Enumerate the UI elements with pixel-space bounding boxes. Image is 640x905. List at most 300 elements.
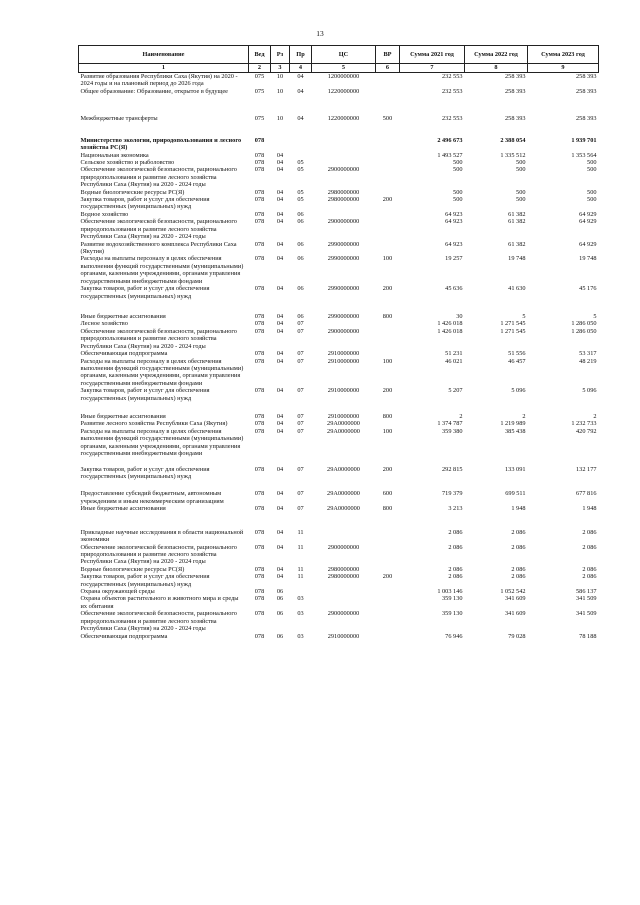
row-sum-2023: 2 086 [582, 528, 597, 536]
row-sum-2021: 46 021 [445, 357, 463, 365]
row-rz [271, 137, 290, 152]
row-cs: 2980000000 [327, 188, 360, 196]
row-rz: 04 [276, 465, 284, 473]
row-name: Закупка товаров, работ и услуг для обеспечения государственных (муниципальных) нужд [80, 465, 210, 480]
row-pr [290, 588, 312, 595]
table-row [79, 159, 599, 166]
column-number: 6 [376, 64, 400, 73]
row-sum-2021: 2 086 [448, 528, 463, 536]
table-row [79, 610, 599, 632]
row-name: Межбюджетные трансферты [80, 115, 158, 123]
page-number: 13 [316, 29, 324, 38]
row-rz: 06 [276, 632, 284, 640]
row-sum-2023: 258 393 [576, 115, 597, 123]
row-sum-2021: 232 553 [442, 87, 463, 95]
table-row [79, 529, 599, 544]
row-ved: 078 [254, 255, 265, 263]
row-sum-2023: 258 393 [528, 73, 599, 88]
row-sum-2021: 64 923 [445, 240, 463, 248]
row-ved: 078 [254, 465, 265, 473]
row-sum-2021: 1 426 018 [437, 320, 463, 328]
row-vr [376, 595, 400, 610]
row-ved: 078 [254, 312, 265, 320]
row-sum-2023: 500 [587, 196, 597, 204]
row-ved: 078 [254, 543, 265, 551]
row-sum-2023: 5 [593, 312, 597, 320]
row-vr: 800 [382, 505, 393, 513]
table-row [79, 218, 599, 240]
row-sum-2023: 500 [587, 188, 597, 196]
row-rz: 06 [276, 610, 284, 618]
row-rz: 04 [276, 166, 284, 174]
table-row [79, 633, 599, 640]
row-ved: 078 [254, 357, 265, 365]
row-name: Обеспечение экологической безопасности, рационального природопользования и развитие лесного хозяйства Республики Саха (Якутия) на 2020 - 2024 годы [80, 610, 237, 633]
row-sum-2021: 359 130 [442, 610, 463, 618]
table-row [79, 189, 599, 196]
row-pr: 05 [297, 166, 304, 174]
row-rz: 04 [276, 427, 284, 435]
row-sum-2022: 46 457 [508, 357, 526, 365]
row-ved: 078 [254, 588, 265, 596]
row-pr [290, 152, 312, 159]
row-ved: 078 [254, 188, 265, 196]
table-row [79, 413, 599, 420]
row-pr: 04 [297, 87, 304, 95]
table-row [79, 428, 599, 466]
row-rz: 04 [276, 188, 284, 196]
row-pr: 07 [297, 327, 304, 335]
row-name: Развитие образования Республики Саха (Якутия) на 2020 - 2024 годы и на плановый период до 2026 года [79, 73, 249, 88]
row-sum-2021: 359 130 [442, 595, 463, 603]
row-pr: 07 [297, 350, 304, 358]
row-cs: 2900000000 [327, 166, 360, 174]
row-sum-2022: 1 948 [511, 505, 526, 513]
row-sum-2021: 1 374 787 [437, 420, 463, 428]
row-vr: 100 [382, 357, 393, 365]
row-rz: 04 [276, 320, 284, 328]
table-row [79, 73, 599, 88]
row-sum-2021: 51 231 [445, 350, 463, 358]
row-vr: 600 [382, 490, 393, 498]
row-cs: 1220000000 [327, 115, 360, 123]
row-vr: 200 [382, 387, 393, 395]
row-name: Закупка товаров, работ и услуг для обеспечения государственных (муниципальных) нужд [80, 573, 210, 588]
row-pr [290, 137, 312, 152]
table-body [79, 73, 599, 641]
column-number: 1 [79, 64, 249, 73]
budget-table [78, 45, 599, 640]
row-pr: 07 [297, 387, 304, 395]
row-sum-2021: 45 636 [445, 285, 463, 293]
row-cs: 2910000000 [327, 350, 360, 358]
row-name: Расходы на выплаты персоналу в целях обеспечения выполнения функций государственными (муниципальными) органами, казенными учреждениями, органами управления государственными внебюджетными фондами [80, 427, 244, 458]
row-sum-2023: 48 219 [579, 357, 597, 365]
row-vr [376, 159, 400, 166]
row-cs: 2900000000 [327, 610, 360, 618]
row-sum-2022: 258 393 [465, 73, 528, 88]
row-vr [376, 633, 400, 640]
header-pr: Пр [290, 46, 312, 64]
row-vr: 800 [382, 312, 393, 320]
row-sum-2022: 61 382 [508, 218, 526, 226]
row-sum-2021: 500 [453, 166, 463, 174]
row-cs: 2900000000 [327, 543, 360, 551]
row-rz: 04 [276, 505, 284, 513]
row-sum-2023: 2 086 [582, 565, 597, 573]
row-ved: 078 [254, 136, 265, 144]
row-sum-2021: 1 426 018 [437, 327, 463, 335]
row-sum-2021: 64 923 [445, 210, 463, 218]
row-cs: 2910000000 [327, 357, 360, 365]
row-cs: 2910000000 [327, 632, 360, 640]
table-row [79, 166, 599, 188]
row-sum-2022: 341 609 [505, 610, 526, 618]
row-sum-2023: 64 929 [579, 210, 597, 218]
table-row [79, 387, 599, 413]
row-vr [376, 152, 400, 159]
row-sum-2021: 232 553 [442, 115, 463, 123]
row-sum-2022: 19 748 [508, 255, 526, 263]
row-pr: 05 [297, 196, 304, 204]
row-cs: 1220000000 [327, 87, 360, 95]
row-sum-2022: 2 086 [511, 543, 526, 551]
row-sum-2023: 5 096 [582, 387, 597, 395]
table-row [79, 420, 599, 427]
row-name: Обеспечивающая подпрограмма [80, 350, 168, 358]
row-sum-2023: 1 232 733 [571, 420, 597, 428]
row-vr [376, 241, 400, 256]
column-number: 4 [290, 64, 312, 73]
row-ved: 075 [249, 73, 271, 88]
row-cs [312, 595, 376, 610]
row-name: Сельское хозяйство и рыболовство [80, 158, 175, 166]
row-vr [376, 350, 400, 357]
table-row [79, 196, 599, 211]
row-ved: 078 [254, 151, 265, 159]
row-sum-2022: 500 [516, 196, 526, 204]
row-sum-2022: 500 [516, 158, 526, 166]
row-name: Иные бюджетные ассигнования [80, 505, 166, 513]
table-row [79, 573, 599, 588]
table-row [79, 152, 599, 159]
row-name: Охрана объектов растительного и животного мира и среды их обитания [80, 595, 239, 610]
row-vr [376, 320, 400, 327]
row-cs: 2990000000 [327, 312, 360, 320]
table-row [79, 88, 599, 115]
row-sum-2023: 677 816 [576, 490, 597, 498]
row-sum-2021: 292 815 [442, 465, 463, 473]
row-cs: 2990000000 [327, 240, 360, 248]
row-pr: 07 [297, 490, 304, 498]
header-row [79, 46, 599, 64]
row-sum-2023: 341 509 [576, 595, 597, 603]
row-sum-2023: 53 317 [579, 350, 597, 358]
row-pr: 07 [297, 465, 304, 473]
row-cs [312, 320, 376, 327]
row-ved: 078 [254, 240, 265, 248]
header-sum-2023: Сумма 2023 год [528, 46, 599, 64]
row-sum-2023: 2 086 [582, 573, 597, 581]
column-number: 2 [249, 64, 271, 73]
row-vr [376, 73, 400, 88]
row-pr: 07 [297, 427, 304, 435]
row-sum-2022: 51 556 [508, 350, 526, 358]
header-rz: Рз [271, 46, 290, 64]
row-cs: 29A0000000 [327, 490, 360, 498]
row-name: Лесное хозяйство [80, 320, 128, 328]
column-number: 9 [528, 64, 599, 73]
row-name: Охрана окружающей среды [80, 588, 155, 596]
row-vr [376, 529, 400, 544]
row-rz: 04 [276, 218, 284, 226]
row-rz: 10 [276, 115, 284, 123]
row-rz: 04 [276, 565, 284, 573]
table-row [79, 566, 599, 573]
row-pr: 11 [297, 573, 304, 581]
row-vr [376, 166, 400, 188]
row-cs: 29A0000000 [327, 427, 360, 435]
row-ved: 078 [254, 565, 265, 573]
row-name: Закупка товаров, работ и услуг для обеспечения государственных (муниципальных) нужд [80, 387, 210, 402]
row-sum-2023: 2 086 [582, 543, 597, 551]
row-sum-2023: 64 929 [579, 240, 597, 248]
row-vr: 200 [382, 465, 393, 473]
row-sum-2022: 500 [516, 166, 526, 174]
table-row [79, 358, 599, 388]
table-row [79, 466, 599, 491]
row-cs: 2910000000 [327, 413, 360, 421]
row-sum-2022: 1 219 989 [500, 420, 526, 428]
row-name: Общее образование: Образование, открытое в будущее [80, 87, 228, 95]
row-vr [376, 218, 400, 240]
row-sum-2021: 76 946 [445, 632, 463, 640]
row-pr: 11 [297, 565, 304, 573]
row-rz: 06 [276, 588, 284, 596]
table-row [79, 588, 599, 595]
row-sum-2021: 500 [453, 158, 463, 166]
row-pr: 04 [297, 115, 304, 123]
row-sum-2021: 64 923 [445, 218, 463, 226]
row-vr [376, 328, 400, 350]
row-rz: 10 [271, 73, 290, 88]
row-cs: 2980000000 [327, 565, 360, 573]
row-rz: 04 [276, 255, 284, 263]
row-sum-2021: 5 207 [448, 387, 463, 395]
header-cs: ЦС [312, 46, 376, 64]
row-cs [312, 137, 376, 152]
row-pr: 07 [297, 505, 304, 513]
row-sum-2022: 500 [516, 188, 526, 196]
row-sum-2023: 45 176 [579, 285, 597, 293]
row-sum-2021: 359 380 [442, 427, 463, 435]
row-sum-2023: 1 948 [582, 505, 597, 513]
row-vr: 200 [382, 196, 393, 204]
table-row [79, 137, 599, 152]
row-ved: 075 [254, 87, 265, 95]
column-number: 8 [465, 64, 528, 73]
row-sum-2021: 500 [453, 188, 463, 196]
row-pr: 07 [297, 320, 304, 328]
row-cs: 29A0000000 [327, 465, 360, 473]
row-ved: 078 [254, 166, 265, 174]
row-pr: 03 [297, 632, 304, 640]
row-rz: 04 [276, 357, 284, 365]
row-sum-2022: 341 609 [505, 595, 526, 603]
row-pr: 11 [297, 543, 304, 551]
row-sum-2023: 1 353 564 [571, 151, 597, 159]
row-sum-2021: 500 [453, 196, 463, 204]
row-ved: 078 [254, 632, 265, 640]
table-row [79, 350, 599, 357]
column-number-row [79, 64, 599, 73]
row-pr: 11 [297, 528, 304, 536]
row-pr: 06 [297, 255, 304, 263]
row-name: Обеспечивающая подпрограмма [80, 632, 168, 640]
row-sum-2022: 2 086 [511, 528, 526, 536]
row-vr: 100 [382, 255, 393, 263]
row-sum-2022: 2 086 [511, 565, 526, 573]
row-cs [312, 529, 376, 544]
row-sum-2021: 719 379 [442, 490, 463, 498]
row-sum-2022: 1 335 512 [500, 151, 526, 159]
row-cs: 2900000000 [327, 327, 360, 335]
header-sum-2022: Сумма 2022 год [465, 46, 528, 64]
row-sum-2022: 41 630 [508, 285, 526, 293]
row-sum-2022: 5 096 [511, 387, 526, 395]
row-name: Предоставление субсидий бюджетным, автономным учреждениям и иным некоммерческим организациям [80, 490, 224, 505]
row-cs: 1200000000 [312, 73, 376, 88]
row-ved: 078 [254, 350, 265, 358]
table-row [79, 241, 599, 256]
row-sum-2021: 30 [456, 312, 463, 320]
row-sum-2022: 1 052 542 [500, 588, 526, 596]
row-rz: 04 [276, 285, 284, 293]
row-pr: 05 [297, 158, 304, 166]
table-row [79, 595, 599, 610]
row-rz: 04 [276, 312, 284, 320]
row-sum-2022: 61 382 [508, 210, 526, 218]
row-rz: 04 [276, 327, 284, 335]
row-name: Обеспечение экологической безопасности, рационального природопользования и развитие лесного хозяйства Республики Саха (Якутия) на 2020 - 2024 годы [80, 218, 237, 241]
row-sum-2022: 385 438 [505, 427, 526, 435]
row-sum-2022: 2 [522, 413, 526, 421]
row-cs: 2980000000 [327, 573, 360, 581]
table-row [79, 211, 599, 218]
row-sum-2023: 132 177 [576, 465, 597, 473]
row-cs: 29A0000000 [327, 420, 360, 428]
row-cs: 2990000000 [327, 285, 360, 293]
table-row [79, 544, 599, 566]
row-name: Министерство экологии, природопользования и лесного хозяйства РС(Я) [80, 136, 242, 152]
row-name: Обеспечение экологической безопасности, рационального природопользования и развитие лесного хозяйства Республики Саха (Якутия) на 2020 - 2024 годы [80, 543, 237, 566]
row-sum-2023: 1 286 050 [571, 327, 597, 335]
row-sum-2023: 1 286 050 [571, 320, 597, 328]
table-row [79, 505, 599, 528]
row-ved: 078 [254, 573, 265, 581]
row-cs [312, 152, 376, 159]
header-ved: Вед [249, 46, 271, 64]
row-sum-2023: 258 393 [576, 87, 597, 95]
row-vr [376, 137, 400, 152]
row-name: Иные бюджетные ассигнования [80, 312, 166, 320]
row-sum-2022: 5 [522, 312, 526, 320]
row-pr: 05 [297, 188, 304, 196]
row-ved: 078 [254, 528, 265, 536]
row-name: Водное хозяйство [80, 210, 129, 218]
row-vr: 100 [382, 427, 393, 435]
row-sum-2021: 19 257 [445, 255, 463, 263]
table-row [79, 255, 599, 285]
row-cs [312, 211, 376, 218]
table-row [79, 328, 599, 350]
row-ved: 078 [254, 387, 265, 395]
row-sum-2022: 1 271 545 [500, 327, 526, 335]
row-sum-2022: 258 393 [505, 87, 526, 95]
row-vr: 200 [382, 285, 393, 293]
header-sum-2021: Сумма 2021 год [400, 46, 465, 64]
table-row [79, 490, 599, 505]
row-vr [376, 420, 400, 427]
row-rz: 04 [276, 490, 284, 498]
row-name: Обеспечение экологической безопасности, рационального природопользования и развитие лесного хозяйства Республики Саха (Якутия) на 2020 - 2024 годы [80, 166, 237, 189]
row-rz: 04 [276, 543, 284, 551]
row-sum-2021: 2 086 [448, 543, 463, 551]
row-name: Обеспечение экологической безопасности, рационального природопользования и развитие лесного хозяйства Республики Саха (Якутия) на 2020 - 2024 годы [80, 327, 237, 350]
row-rz: 04 [276, 151, 284, 159]
row-name: Развитие водохозяйственного комплекса Республики Саха (Якутия) [80, 240, 237, 256]
column-number: 3 [271, 64, 290, 73]
row-rz: 10 [276, 87, 284, 95]
row-rz: 04 [276, 350, 284, 358]
row-rz: 04 [276, 210, 284, 218]
row-rz: 04 [276, 413, 284, 421]
row-pr: 07 [297, 420, 304, 428]
row-name: Расходы на выплаты персоналу в целях обеспечения выполнения функций государственными (муниципальными) органами, казенными учреждениями, органами управления государственными внебюджетными фондами [80, 255, 244, 285]
row-pr: 06 [297, 240, 304, 248]
row-pr: 07 [297, 413, 304, 421]
row-ved: 078 [254, 505, 265, 513]
row-cs [312, 159, 376, 166]
row-sum-2021: 2 086 [448, 573, 463, 581]
row-vr [376, 588, 400, 595]
row-sum-2021: 2 086 [448, 565, 463, 573]
row-ved: 078 [254, 218, 265, 226]
row-ved: 078 [254, 595, 265, 603]
row-cs: 2990000000 [327, 255, 360, 263]
row-sum-2022: 2 388 054 [500, 136, 526, 144]
row-rz: 04 [276, 528, 284, 536]
row-rz: 04 [276, 387, 284, 395]
row-ved: 078 [254, 427, 265, 435]
row-sum-2021: 2 [459, 413, 463, 421]
row-ved: 078 [254, 420, 265, 428]
row-sum-2021: 232 553 [400, 73, 465, 88]
row-sum-2022: 258 393 [505, 115, 526, 123]
row-ved: 075 [254, 115, 265, 123]
row-pr: 06 [297, 312, 304, 320]
row-rz: 04 [276, 158, 284, 166]
row-sum-2021: 1 003 146 [437, 588, 463, 596]
row-ved: 078 [254, 490, 265, 498]
row-ved: 078 [254, 320, 265, 328]
row-rz: 04 [276, 240, 284, 248]
row-ved: 078 [254, 158, 265, 166]
row-pr: 06 [297, 285, 304, 293]
row-vr: 500 [382, 115, 393, 123]
row-name: Водные биологические ресурсы РС(Я) [80, 565, 185, 573]
row-name: Расходы на выплаты персоналу в целях обеспечения выполнения функций государственными (муниципальными) органами, казенными учреждениями, органами управления государственными внебюджетными фондами [80, 357, 244, 387]
